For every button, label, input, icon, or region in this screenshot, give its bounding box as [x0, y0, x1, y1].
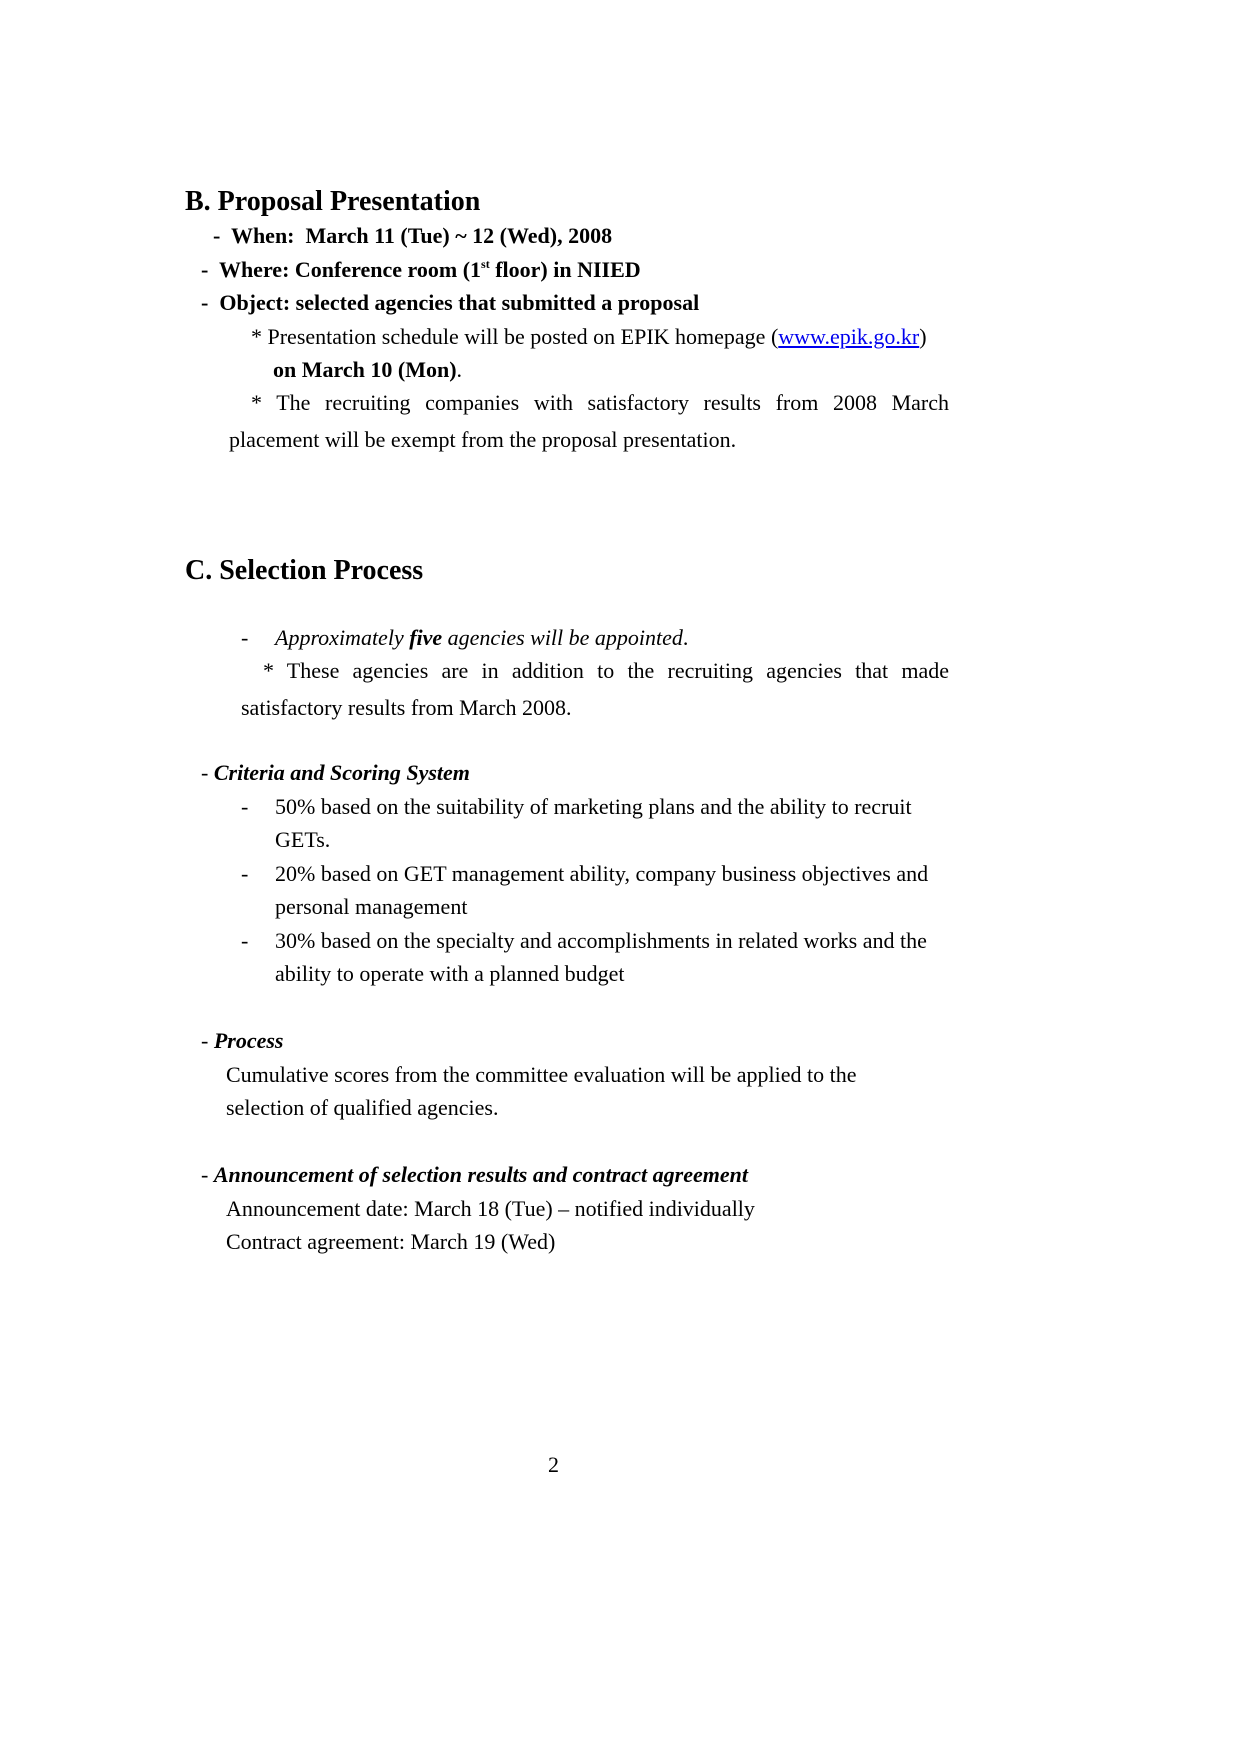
object-text: Object: selected agencies that submitted a proposal [219, 290, 700, 315]
criteria-item-line2: GETs. [275, 827, 331, 852]
schedule-date-bold: on March 10 (Mon) [273, 357, 457, 382]
schedule-note [251, 324, 927, 350]
epik-homepage-link[interactable]: www.epik.go.kr [778, 324, 920, 349]
page-number: 2 [548, 1452, 559, 1477]
criteria-item-line1: 30% based on the specialty and accomplishments in related works and the [275, 928, 927, 953]
when-value: March 11 (Tue) ~ 12 (Wed), 2008 [305, 223, 613, 248]
object-line [201, 290, 699, 316]
appoint-pre: Approximately [275, 625, 410, 650]
bullet-dash: - [201, 1162, 209, 1187]
when-line [213, 223, 612, 249]
appoint-bullet-dash: - [241, 625, 249, 650]
appoint-note-line2: satisfactory results from March 2008. [241, 695, 572, 720]
section-b-heading: B. Proposal Presentation [185, 186, 481, 217]
announcement-heading-line [201, 1162, 748, 1188]
criteria-item-line2: personal management [275, 894, 468, 919]
criteria-heading: Criteria and Scoring System [213, 760, 470, 785]
announcement-heading: Announcement of selection results and contract agreement [213, 1162, 748, 1187]
schedule-note-close: ) [919, 324, 927, 349]
appoint-note-line1: * These agencies are in addition to the recruiting agencies that made [263, 658, 949, 683]
appoint-period: . [682, 625, 689, 650]
contract-date: Contract agreement: March 19 (Wed) [226, 1229, 556, 1254]
bullet-dash: - [213, 223, 221, 248]
appoint-count: five [409, 625, 443, 650]
process-text-line1: Cumulative scores from the committee evaluation will be applied to the [226, 1062, 857, 1087]
where-text-prefix: Where: Conference room (1 [218, 257, 482, 282]
schedule-note-text: * Presentation schedule will be posted on EPIK homepage ( [251, 324, 779, 349]
where-text-suffix: floor) in NIIED [489, 257, 641, 282]
criteria-item-line1: 50% based on the suitability of marketing plans and the ability to recruit [275, 794, 912, 819]
exemption-note-line2: placement will be exempt from the proposal presentation. [229, 427, 737, 452]
bullet-dash: - [201, 290, 209, 315]
bullet-dash: - [201, 760, 209, 785]
criteria-item-line2: ability to operate with a planned budget [275, 961, 625, 986]
process-text-line2: selection of qualified agencies. [226, 1095, 499, 1120]
exemption-note [229, 384, 949, 458]
announcement-date: Announcement date: March 18 (Tue) – notified individually [226, 1196, 755, 1221]
section-c-heading: C. Selection Process [185, 555, 424, 586]
bullet-dash: - [241, 794, 249, 819]
appoint-post: agencies will be appointed [442, 625, 683, 650]
when-label: When: [230, 223, 295, 248]
schedule-date-period: . [456, 357, 463, 382]
where-line [201, 257, 641, 283]
schedule-note-date [273, 357, 462, 383]
criteria-heading-line [201, 760, 470, 786]
bullet-dash: - [201, 1028, 209, 1053]
bullet-dash: - [241, 861, 249, 886]
criteria-item-line1: 20% based on GET management ability, company business objectives and [275, 861, 929, 886]
where-superscript: st [481, 257, 490, 271]
appoint-note [241, 652, 949, 726]
process-heading-line [201, 1028, 283, 1054]
appoint-line [275, 625, 688, 651]
exemption-note-line1: * The recruiting companies with satisfactory results from 2008 March [251, 390, 949, 415]
process-heading: Process [213, 1028, 284, 1053]
bullet-dash: - [241, 928, 249, 953]
bullet-dash: - [201, 257, 209, 282]
